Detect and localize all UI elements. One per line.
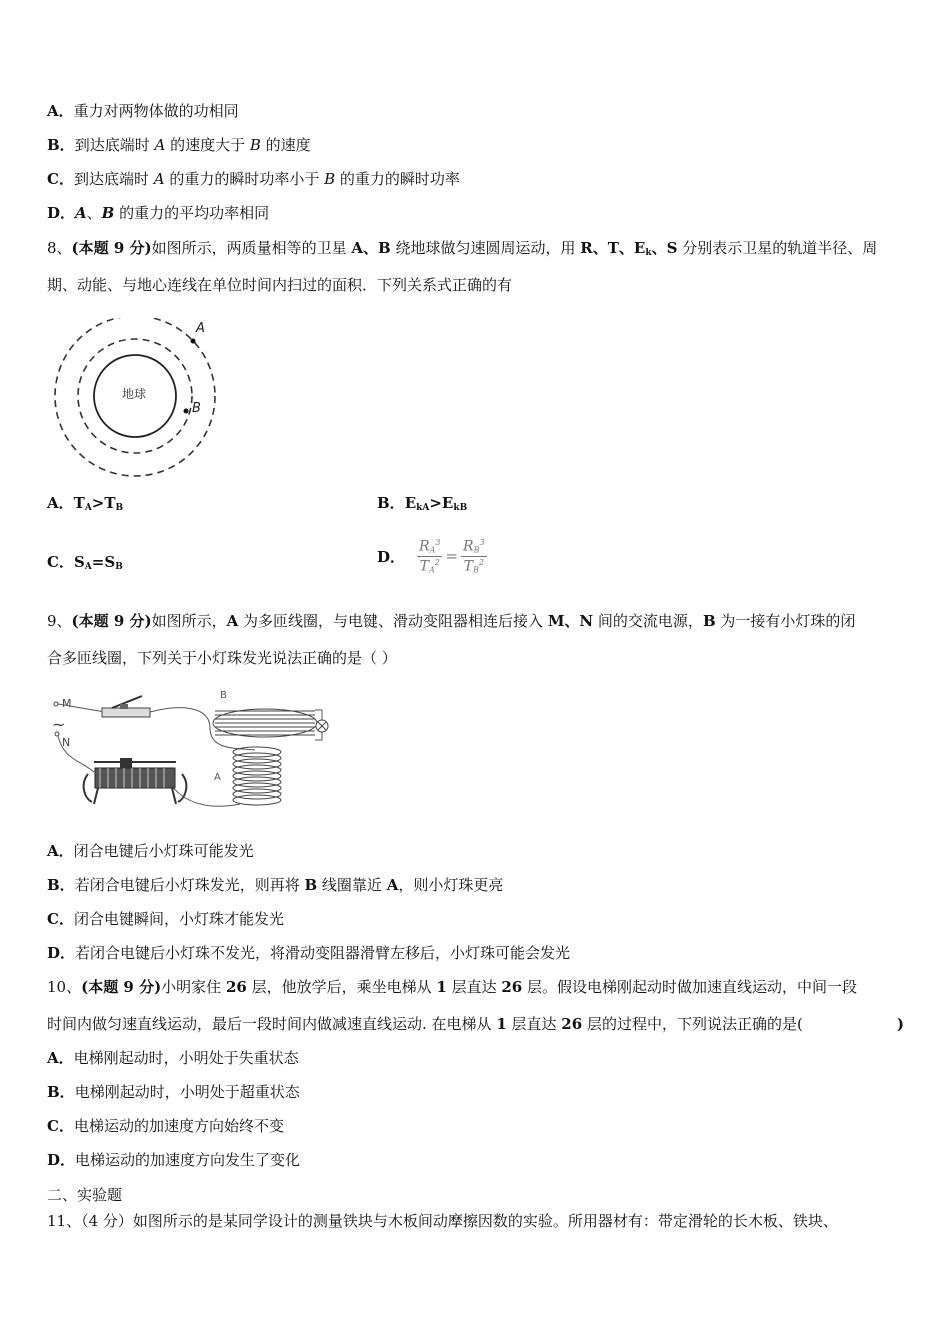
earth-label: 地球 bbox=[122, 387, 147, 401]
coil-a bbox=[233, 747, 281, 805]
satellite-b-dot bbox=[184, 409, 189, 414]
q7-option-c: C．到达底端时 A 的重力的瞬时功率小于 B 的重力的瞬时功率 bbox=[47, 170, 460, 188]
q8-stem-line1: 8、(本题 9 分)如图所示，两质量相等的卫星 A、B 绕地球做匀速圆周运动，用 R、T、$E_k$、S 分别表示卫星的轨道半径、周 bbox=[47, 239, 878, 258]
q9-option-c: C．闭合电键瞬间，小灯珠才能发光 bbox=[47, 910, 284, 928]
q8-option-c: C．$S_A=S_B$ bbox=[47, 553, 123, 572]
q10-stem-line2: 时间内做匀速直线运动，最后一段时间内做减速直线运动. 在电梯从 1 层直达 26 层的过程中，下列说法正确的是( ) bbox=[47, 1015, 904, 1033]
satellite-a-dot bbox=[191, 339, 196, 344]
formula-left-fraction: $\frac{R_A^3}{T_A^2}$ bbox=[419, 537, 441, 575]
q9-stem-line1: 9、(本题 9 分)如图所示，A 为多匝线圈，与电键、滑动变阻器相连后接入 M、N 间的交流电源，B 为一接有小灯珠的闭 bbox=[47, 612, 856, 630]
coil-a-label: A bbox=[214, 772, 221, 783]
q9-option-d: D．若闭合电键后小灯珠不发光，将滑动变阻器滑臂左移后，小灯珠可能会发光 bbox=[47, 944, 571, 962]
q9-stem-line2: 合多匝线圈，下列关于小灯珠发光说法正确的是（ ） bbox=[47, 649, 397, 667]
q10-option-c: C．电梯运动的加速度方向始终不变 bbox=[47, 1117, 284, 1135]
q7-option-a: A．重力对两物体做的功相同 bbox=[47, 102, 239, 120]
satellite-a-label: A bbox=[196, 321, 205, 336]
q8-stem-line2: 期、动能、与地心连线在单位时间内扫过的面积．下列关系式正确的有 bbox=[47, 276, 513, 294]
coil-b-label: B bbox=[220, 690, 227, 701]
wire-rheostat-coil bbox=[170, 784, 240, 806]
q8-option-a: A．$T_A>T_B$ bbox=[47, 494, 124, 513]
section-title: 二、实验题 bbox=[47, 1186, 123, 1204]
q8-option-d: D． $\frac{R_A^3}{T_A^2}$ = $\frac{R_B^3}{T_B^2}$ bbox=[377, 537, 485, 575]
sliding-rheostat bbox=[84, 758, 187, 804]
coil-b bbox=[213, 709, 317, 737]
terminal-m-label: M bbox=[62, 697, 72, 710]
q8-orbit-figure bbox=[50, 318, 225, 478]
formula-right-fraction: $\frac{R_B^3}{T_B^2}$ bbox=[463, 537, 485, 575]
q9-circuit-figure bbox=[50, 688, 340, 816]
q10-option-d: D．电梯运动的加速度方向发生了变化 bbox=[47, 1151, 301, 1169]
satellite-b-label: B bbox=[192, 401, 201, 416]
q7-option-b: B．到达底端时 A 的速度大于 B 的速度 bbox=[47, 136, 311, 154]
q10-stem-line1: 10、(本题 9 分)小明家住 26 层，他放学后，乘坐电梯从 1 层直达 26 层。假设电梯刚起动时做加速直线运动，中间一段 bbox=[47, 978, 858, 996]
q9-option-a: A．闭合电键后小灯珠可能发光 bbox=[47, 842, 254, 860]
q10-option-b: B．电梯刚起动时，小明处于超重状态 bbox=[47, 1083, 300, 1101]
q7-option-d: D．A、B 的重力的平均功率相同 bbox=[47, 204, 270, 222]
knife-switch bbox=[102, 696, 150, 717]
lamp bbox=[316, 720, 328, 732]
q10-option-a: A．电梯刚起动时，小明处于失重状态 bbox=[47, 1049, 299, 1067]
q11-stem-line1: 11、（4 分）如图所示的是某同学设计的测量铁块与木板间动摩擦因数的实验。所用器材有：带定滑轮的长木板、铁块、 bbox=[47, 1212, 838, 1230]
q8-option-b: B．$E_{kA}>E_{kB}$ bbox=[377, 494, 468, 513]
terminal-m bbox=[54, 702, 58, 706]
q9-option-b: B．若闭合电键后小灯珠发光，则再将 B 线圈靠近 A，则小灯珠更亮 bbox=[47, 876, 504, 894]
wire-switch bbox=[150, 708, 255, 750]
terminal-n-label: N bbox=[62, 736, 71, 749]
ac-symbol: ~ bbox=[52, 715, 66, 734]
